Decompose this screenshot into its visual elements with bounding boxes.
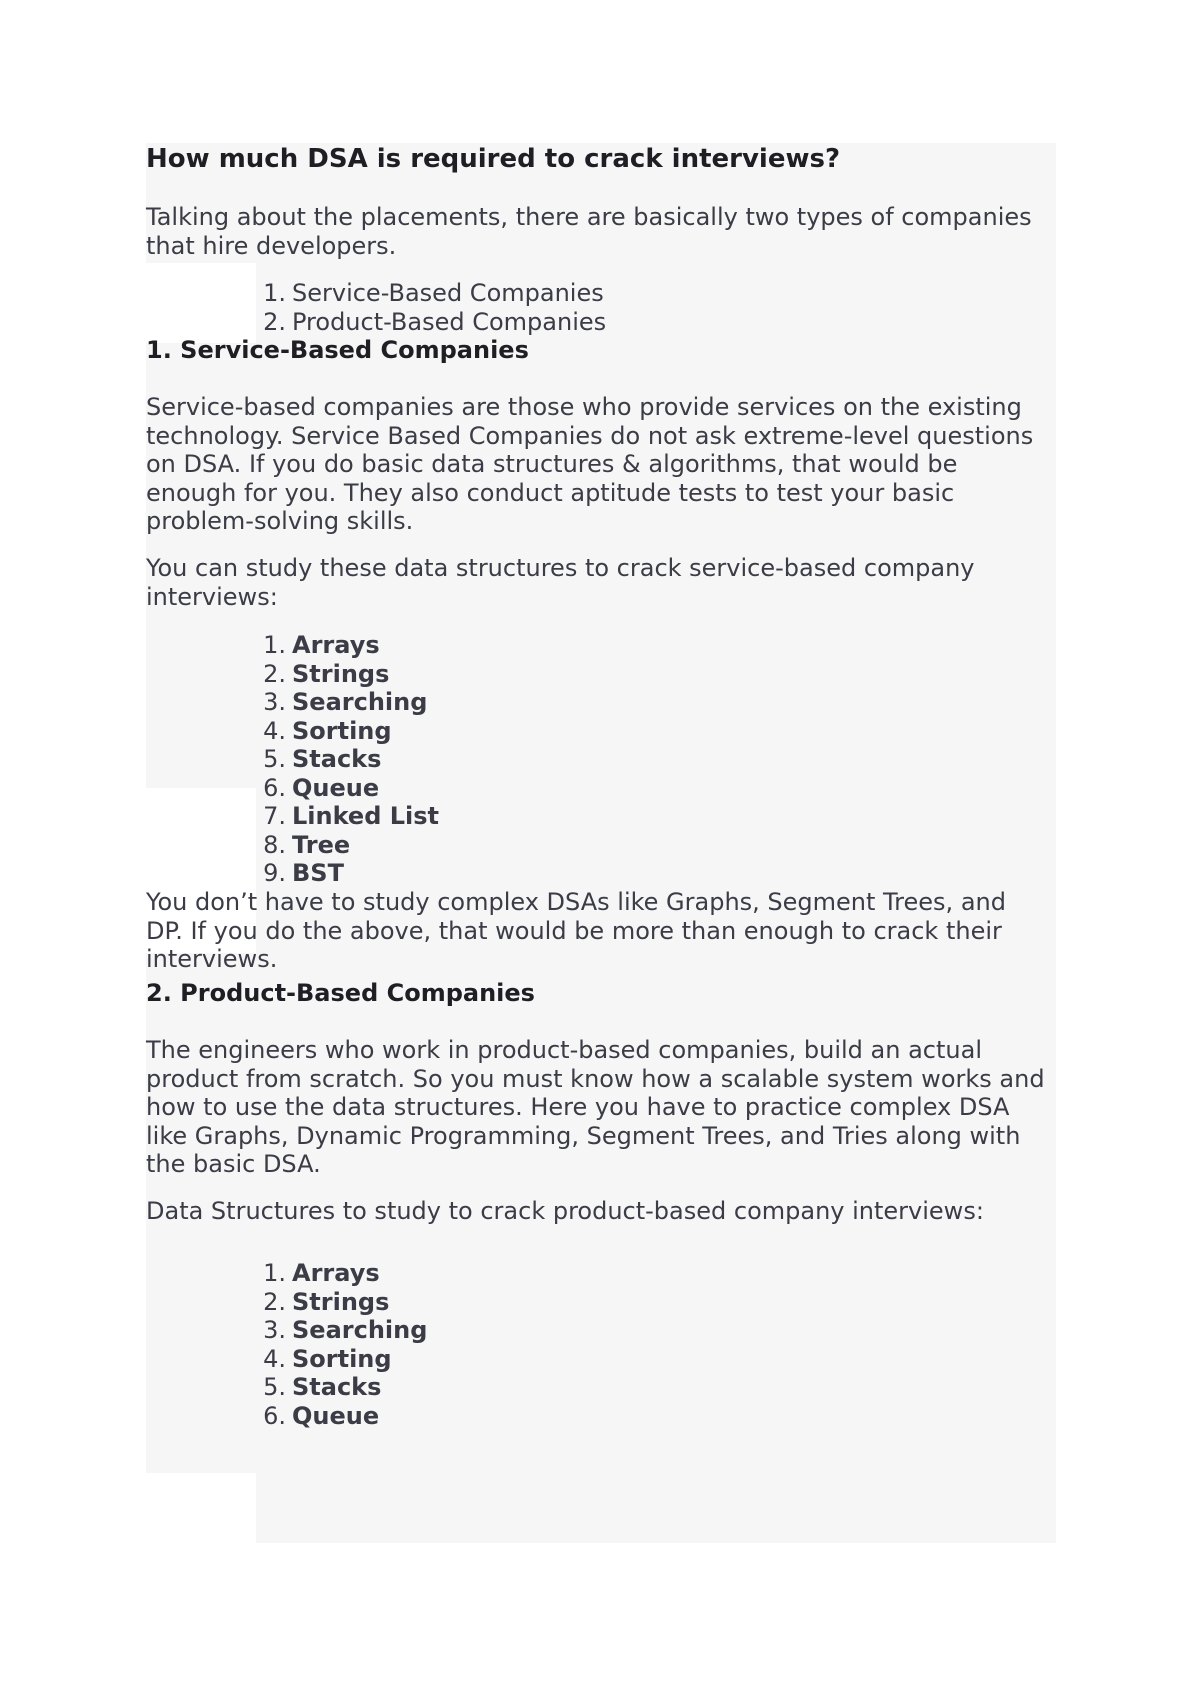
paragraph-line: You can study these data structures to crack service-based company	[146, 554, 975, 582]
list-label: Queue	[292, 773, 380, 802]
list-item	[146, 279, 846, 308]
list-number: 9.	[263, 859, 286, 887]
service-paragraph	[146, 393, 1056, 536]
list-item	[146, 308, 846, 337]
list-number: 7.	[263, 802, 286, 830]
product-topics-list	[146, 1259, 846, 1430]
list-number: 1.	[263, 1259, 286, 1287]
list-label: Tree	[292, 830, 351, 859]
list-label: Linked List	[292, 802, 440, 830]
list-label: Product-Based Companies	[292, 307, 607, 336]
paragraph-line: interviews.	[146, 945, 278, 973]
list-number: 3.	[263, 1316, 286, 1344]
list-label: Searching	[292, 1316, 428, 1344]
service-topics-list	[146, 631, 846, 888]
list-label: Searching	[292, 688, 428, 716]
list-number: 2.	[263, 659, 286, 688]
list-item	[146, 1373, 846, 1402]
list-item	[146, 1288, 846, 1317]
paragraph-line: on DSA. If you do basic data structures & algorithms, that would be	[146, 450, 958, 478]
paragraph-line: problem-solving skills.	[146, 507, 414, 535]
intro-line: Talking about the placements, there are basically two types of companies	[146, 203, 1032, 231]
paragraph-line: the basic DSA.	[146, 1150, 321, 1178]
list-item	[146, 631, 846, 660]
company-types-list	[146, 279, 846, 336]
paragraph-line: how to use the data structures. Here you have to practice complex DSA	[146, 1093, 1010, 1121]
page-title: How much DSA is required to crack interviews?	[146, 144, 841, 174]
paragraph-line: like Graphs, Dynamic Programming, Segment Trees, and Tries along with	[146, 1121, 1021, 1150]
list-label: Strings	[292, 1287, 390, 1316]
list-number: 2.	[263, 1287, 286, 1316]
intro-line: that hire developers.	[146, 231, 397, 260]
product-paragraph	[146, 1036, 1056, 1179]
paragraph-line: Service-based companies are those who provide services on the existing	[146, 393, 1022, 421]
list-number: 6.	[263, 1401, 286, 1430]
list-number: 1.	[263, 279, 286, 307]
list-number: 4.	[263, 716, 286, 745]
paragraph-line: The engineers who work in product-based companies, build an actual	[146, 1036, 982, 1064]
list-label: Sorting	[292, 1344, 392, 1373]
service-section-heading: 1. Service-Based Companies	[146, 336, 529, 364]
list-label: BST	[292, 859, 344, 887]
document-content	[146, 143, 1056, 1543]
list-label: Stacks	[292, 1373, 382, 1401]
list-number: 5.	[263, 745, 286, 773]
list-number: 4.	[263, 1344, 286, 1373]
list-item	[146, 1345, 846, 1374]
paragraph-line: interviews:	[146, 582, 278, 611]
list-number: 1.	[263, 631, 286, 659]
list-item	[146, 859, 846, 888]
list-number: 8.	[263, 830, 286, 859]
product-section-heading: 2. Product-Based Companies	[146, 979, 535, 1007]
list-item	[146, 1259, 846, 1288]
paragraph-line: technology. Service Based Companies do not ask extreme-level questions	[146, 421, 1034, 450]
paragraph-line: You don’t have to study complex DSAs like Graphs, Segment Trees, and	[146, 888, 1006, 916]
paragraph-line: product from scratch. So you must know how a scalable system works and	[146, 1064, 1045, 1093]
list-item	[146, 717, 846, 746]
list-item	[146, 1316, 846, 1345]
list-number: 3.	[263, 688, 286, 716]
list-item	[146, 831, 846, 860]
list-label: Arrays	[292, 1259, 380, 1287]
service-study-intro	[146, 554, 1056, 611]
list-item	[146, 688, 846, 717]
list-number: 2.	[263, 307, 286, 336]
intro-paragraph	[146, 203, 1056, 260]
list-item	[146, 1402, 846, 1431]
paragraph-line: DP. If you do the above, that would be more than enough to crack their	[146, 916, 1002, 945]
product-study-intro: Data Structures to study to crack product-based company interviews:	[146, 1197, 984, 1225]
paragraph-line: enough for you. They also conduct aptitude tests to test your basic	[146, 478, 955, 507]
list-item	[146, 660, 846, 689]
list-label: Queue	[292, 1401, 380, 1430]
list-item	[146, 802, 846, 831]
list-label: Strings	[292, 659, 390, 688]
list-label: Stacks	[292, 745, 382, 773]
list-label: Sorting	[292, 716, 392, 745]
service-closing-paragraph	[146, 888, 1056, 974]
list-item	[146, 745, 846, 774]
list-label: Service-Based Companies	[292, 279, 604, 307]
list-number: 5.	[263, 1373, 286, 1401]
list-label: Arrays	[292, 631, 380, 659]
list-item	[146, 774, 846, 803]
list-number: 6.	[263, 773, 286, 802]
